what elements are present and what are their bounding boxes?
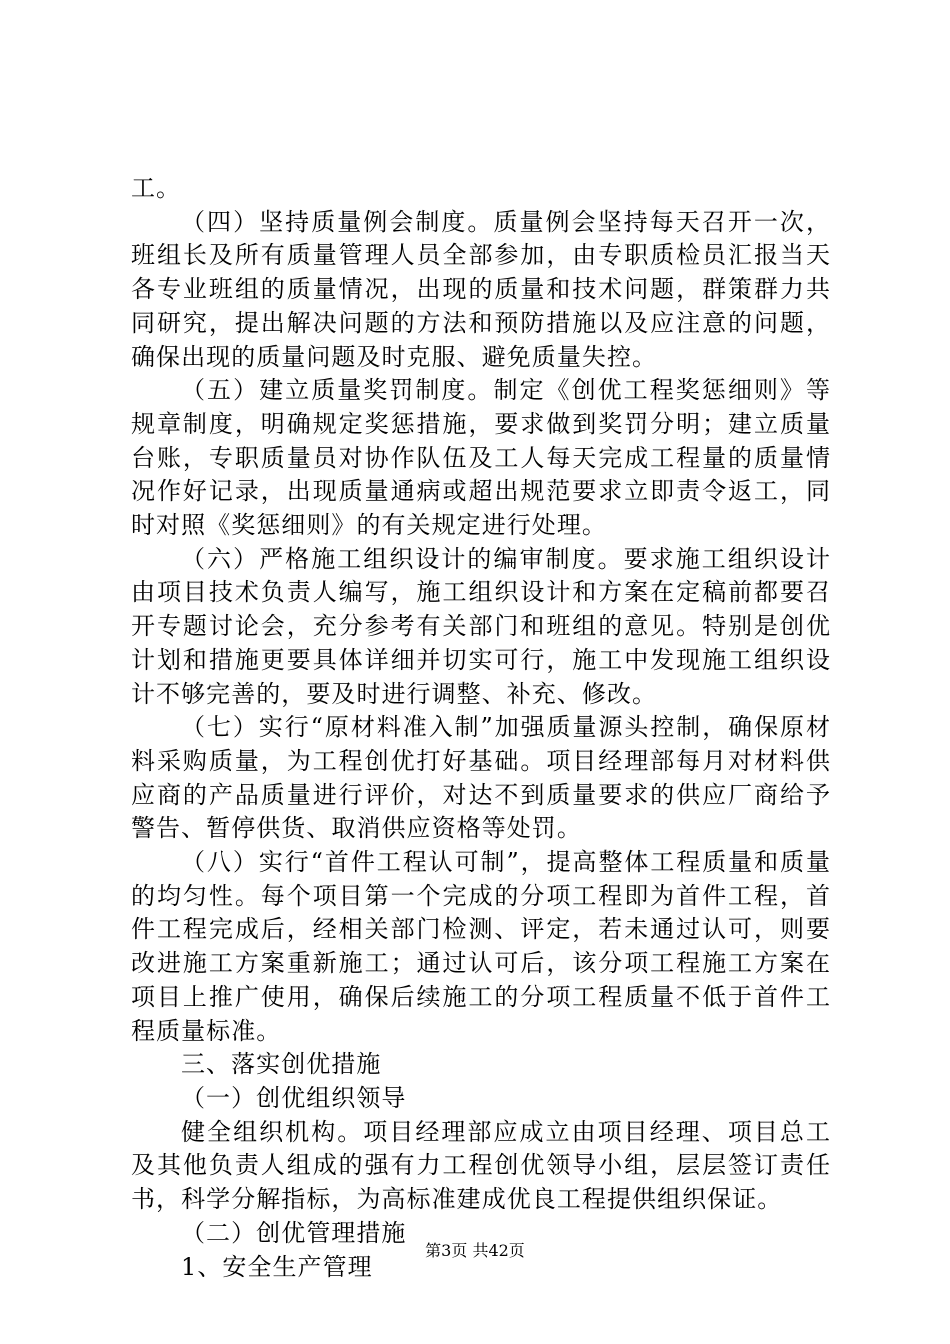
paragraph-0: 工。 (131, 174, 182, 202)
item-heading-1: 1、安全生产管理 (181, 1252, 373, 1281)
subsection-heading-2: （二）创优管理措施 (181, 1218, 407, 1247)
paragraph-4: （七）实行“原材料准入制”加强质量源头控制，确保原材料采购质量，为工程创优打好基础。项目经理部每月对材料供应商的产品质量进行评价，对达不到质量要求的供应厂商给予警告、暂停供货、取消供应资格等处罚。 (131, 713, 831, 843)
subsection-heading-1: （一）创优组织领导 (181, 1083, 407, 1112)
paragraph-2: （五）建立质量奖罚制度。制定《创优工程奖惩细则》等规章制度，明确规定奖惩措施，要求做到奖罚分明；建立质量台账，专职质量员对协作队伍及工人每天完成工程量的质量情况作好记录，出现质量通病或超出规范要求立即责令返工，同时对照《奖惩细则》的有关规定进行处理。 (131, 376, 831, 540)
page-number-footer: 第3页 共42页 (425, 1241, 525, 1260)
paragraph-8: 健全组织机构。项目经理部应成立由项目经理、项目总工及其他负责人组成的强有力工程创优领导小组，层层签订责任书，科学分解指标，为高标准建成优良工程提供组织保证。 (131, 1117, 831, 1214)
section-heading: 三、落实创优措施 (181, 1050, 382, 1079)
paragraph-3: （六）严格施工组织设计的编审制度。要求施工组织设计由项目技术负责人编写，施工组织设计和方案在定稿前都要召开专题讨论会，充分参考有关部门和班组的意见。特别是创优计划和措施更要具体详细并切实可行，施工中发现施工组织设计不够完善的，要及时进行调整、补充、修改。 (131, 544, 831, 708)
document-body (131, 172, 831, 1284)
paragraph-1: （四）坚持质量例会制度。质量例会坚持每天召开一次，班组长及所有质量管理人员全部参加，由专职质检员汇报当天各专业班组的质量情况，出现的质量和技术问题，群策群力共同研究，提出解决问题的方法和预防措施以及应注意的问题，确保出现的质量问题及时克服、避免质量失控。 (131, 207, 831, 371)
paragraph-5: （八）实行“首件工程认可制”，提高整体工程质量和质量的均匀性。每个项目第一个完成的分项工程即为首件工程，首件工程完成后，经相关部门检测、评定，若未通过认可，则要改进施工方案重新施工；通过认可后，该分项工程施工方案在项目上推广使用，确保后续施工的分项工程质量不低于首件工程质量标准。 (131, 848, 831, 1045)
